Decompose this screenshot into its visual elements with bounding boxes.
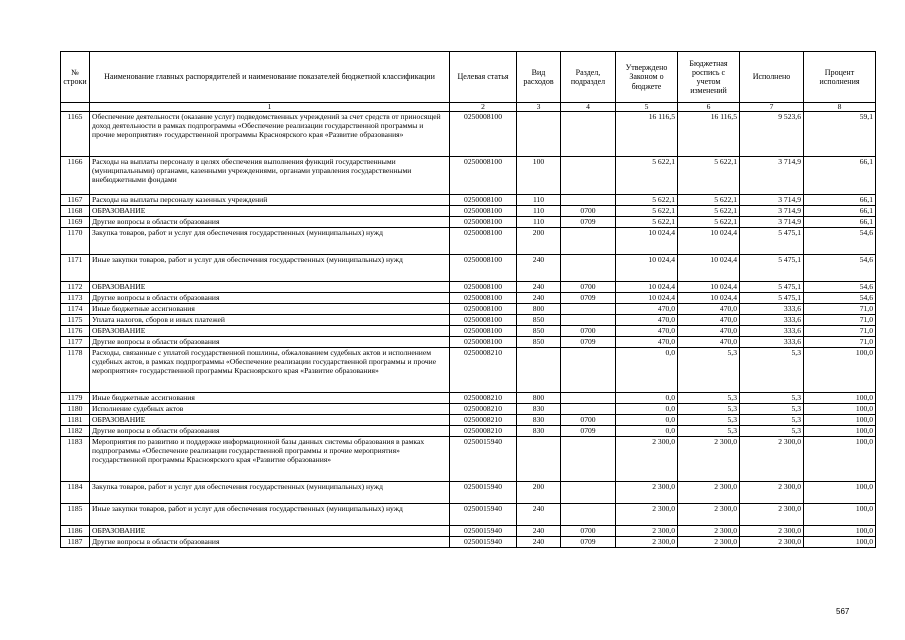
table-row (61, 337, 876, 348)
row-approved: 470,0 (616, 304, 678, 315)
row-schedule: 5,3 (678, 348, 740, 393)
row-name: Исполнение судебных актов (90, 404, 450, 415)
row-target: 0250008100 (450, 195, 517, 206)
row-executed: 5,3 (740, 404, 804, 415)
row-number: 1176 (61, 326, 90, 337)
row-name: Обеспечение деятельности (оказание услуг) подведомственных учреждений за счет средств от приносящей доход деятельности в рамках подпрограммы «Обеспечение реализации государственной программы и прочие мероприятия» государственной программы Красноярского края «Развитие образования» (90, 112, 450, 157)
row-percent: 66,1 (804, 195, 876, 206)
row-schedule: 2 300,0 (678, 504, 740, 526)
row-name: Другие вопросы в области образования (90, 217, 450, 228)
row-target: 0250015940 (450, 437, 517, 482)
column-number: 1 (90, 103, 450, 112)
table-row (61, 293, 876, 304)
row-name: Другие вопросы в области образования (90, 426, 450, 437)
row-target: 0250008100 (450, 315, 517, 326)
row-executed: 5,3 (740, 415, 804, 426)
row-section: 0709 (561, 217, 616, 228)
row-name: ОБРАЗОВАНИЕ (90, 526, 450, 537)
table-row (61, 348, 876, 393)
row-section (561, 112, 616, 157)
row-number: 1187 (61, 537, 90, 548)
row-number: 1172 (61, 282, 90, 293)
row-type: 110 (517, 217, 561, 228)
row-number: 1179 (61, 393, 90, 404)
row-executed: 333,6 (740, 304, 804, 315)
row-type: 830 (517, 426, 561, 437)
row-schedule: 470,0 (678, 337, 740, 348)
row-name: Закупка товаров, работ и услуг для обеспечения государственных (муниципальных) нужд (90, 482, 450, 504)
row-number: 1175 (61, 315, 90, 326)
row-percent: 66,1 (804, 157, 876, 195)
page-number: 567 (836, 607, 850, 616)
row-percent: 71,0 (804, 304, 876, 315)
row-approved: 5 622,1 (616, 195, 678, 206)
row-approved: 0,0 (616, 393, 678, 404)
column-number: 7 (740, 103, 804, 112)
header-type: Вид расходов (517, 52, 561, 103)
row-target: 0250008100 (450, 293, 517, 304)
row-section (561, 504, 616, 526)
row-number: 1178 (61, 348, 90, 393)
row-target: 0250015940 (450, 482, 517, 504)
row-executed: 2 300,0 (740, 537, 804, 548)
row-approved: 2 300,0 (616, 482, 678, 504)
row-approved: 10 024,4 (616, 293, 678, 304)
row-executed: 3 714,9 (740, 217, 804, 228)
row-schedule: 5 622,1 (678, 217, 740, 228)
table-row (61, 504, 876, 526)
row-number: 1186 (61, 526, 90, 537)
row-target: 0250008210 (450, 426, 517, 437)
row-section: 0709 (561, 293, 616, 304)
row-approved: 0,0 (616, 426, 678, 437)
row-section: 0700 (561, 206, 616, 217)
row-percent: 100,0 (804, 437, 876, 482)
row-percent: 100,0 (804, 482, 876, 504)
row-number: 1184 (61, 482, 90, 504)
row-approved: 2 300,0 (616, 504, 678, 526)
row-name: Другие вопросы в области образования (90, 537, 450, 548)
row-executed: 5,3 (740, 426, 804, 437)
table-row (61, 537, 876, 548)
row-approved: 10 024,4 (616, 255, 678, 282)
row-type: 850 (517, 337, 561, 348)
row-section (561, 228, 616, 255)
row-type: 240 (517, 255, 561, 282)
row-executed: 2 300,0 (740, 437, 804, 482)
row-type: 110 (517, 206, 561, 217)
row-schedule: 2 300,0 (678, 526, 740, 537)
row-section: 0700 (561, 415, 616, 426)
row-section (561, 255, 616, 282)
row-type: 100 (517, 157, 561, 195)
row-schedule: 470,0 (678, 326, 740, 337)
row-type: 240 (517, 526, 561, 537)
row-number: 1169 (61, 217, 90, 228)
row-type: 110 (517, 195, 561, 206)
row-schedule: 5,3 (678, 404, 740, 415)
row-schedule: 10 024,4 (678, 228, 740, 255)
column-number: 8 (804, 103, 876, 112)
row-name: Иные бюджетные ассигнования (90, 304, 450, 315)
row-number: 1181 (61, 415, 90, 426)
row-executed: 3 714,9 (740, 157, 804, 195)
row-name: Другие вопросы в области образования (90, 293, 450, 304)
table-body (61, 103, 876, 548)
row-percent: 71,0 (804, 315, 876, 326)
table-row (61, 282, 876, 293)
row-percent: 54,6 (804, 293, 876, 304)
header-name: Наименование главных распорядителей и наименование показателей бюджетной классификации (90, 52, 450, 103)
row-target: 0250008210 (450, 404, 517, 415)
row-name: Иные закупки товаров, работ и услуг для обеспечения государственных (муниципальных) нужд (90, 504, 450, 526)
row-type (517, 112, 561, 157)
row-section (561, 315, 616, 326)
row-number: 1167 (61, 195, 90, 206)
header-percent: Процент исполнения (804, 52, 876, 103)
row-approved: 0,0 (616, 348, 678, 393)
row-number: 1177 (61, 337, 90, 348)
row-percent: 100,0 (804, 537, 876, 548)
column-number: 4 (561, 103, 616, 112)
row-section: 0700 (561, 282, 616, 293)
row-approved: 10 024,4 (616, 228, 678, 255)
row-executed: 5 475,1 (740, 228, 804, 255)
column-number: 6 (678, 103, 740, 112)
row-number: 1182 (61, 426, 90, 437)
row-name: Расходы на выплаты персоналу в целях обеспечения выполнения функций государственными (муниципальными) органами, казенными учреждениями, органами управления государственными внебюджетными фондами (90, 157, 450, 195)
row-schedule: 2 300,0 (678, 437, 740, 482)
row-percent: 54,6 (804, 228, 876, 255)
row-executed: 5 475,1 (740, 293, 804, 304)
row-number: 1168 (61, 206, 90, 217)
row-schedule: 5,3 (678, 393, 740, 404)
row-schedule: 10 024,4 (678, 282, 740, 293)
row-schedule: 2 300,0 (678, 482, 740, 504)
row-executed: 3 714,9 (740, 195, 804, 206)
row-section: 0709 (561, 426, 616, 437)
row-number: 1165 (61, 112, 90, 157)
row-target: 0250008100 (450, 206, 517, 217)
row-executed: 333,6 (740, 326, 804, 337)
row-section (561, 195, 616, 206)
row-section (561, 393, 616, 404)
row-number: 1180 (61, 404, 90, 415)
row-executed: 5 475,1 (740, 255, 804, 282)
row-percent: 100,0 (804, 426, 876, 437)
table-row (61, 255, 876, 282)
table-row (61, 426, 876, 437)
row-approved: 470,0 (616, 337, 678, 348)
row-type: 830 (517, 404, 561, 415)
row-target: 0250015940 (450, 526, 517, 537)
row-executed: 5,3 (740, 393, 804, 404)
row-executed: 2 300,0 (740, 526, 804, 537)
row-section (561, 304, 616, 315)
row-name: Расходы, связанные с уплатой государственной пошлины, обжалованием судебных актов и исполнением судебных актов, в рамках подпрограммы «Обеспечение реализации государственной программы и прочие мероприятия» государственной программы Красноярского края «Развитие образования» (90, 348, 450, 393)
row-approved: 10 024,4 (616, 282, 678, 293)
row-section (561, 157, 616, 195)
row-percent: 100,0 (804, 404, 876, 415)
row-approved: 2 300,0 (616, 437, 678, 482)
row-schedule: 2 300,0 (678, 537, 740, 548)
row-schedule: 5,3 (678, 426, 740, 437)
table-row (61, 315, 876, 326)
row-approved: 5 622,1 (616, 217, 678, 228)
row-number: 1185 (61, 504, 90, 526)
row-percent: 54,6 (804, 282, 876, 293)
row-type (517, 348, 561, 393)
row-approved: 0,0 (616, 415, 678, 426)
row-schedule: 470,0 (678, 315, 740, 326)
row-type: 800 (517, 304, 561, 315)
row-type: 240 (517, 282, 561, 293)
row-executed: 2 300,0 (740, 504, 804, 526)
row-schedule: 5 622,1 (678, 157, 740, 195)
table-row (61, 415, 876, 426)
row-target: 0250008100 (450, 326, 517, 337)
table-row (61, 217, 876, 228)
row-type: 240 (517, 504, 561, 526)
table-row (61, 526, 876, 537)
row-name: ОБРАЗОВАНИЕ (90, 326, 450, 337)
column-number: 3 (517, 103, 561, 112)
row-type (517, 437, 561, 482)
row-executed: 3 714,9 (740, 206, 804, 217)
row-target: 0250008100 (450, 282, 517, 293)
row-schedule: 5 622,1 (678, 195, 740, 206)
row-approved: 5 622,1 (616, 206, 678, 217)
row-section (561, 437, 616, 482)
row-percent: 100,0 (804, 415, 876, 426)
row-percent: 100,0 (804, 393, 876, 404)
row-approved: 470,0 (616, 315, 678, 326)
row-percent: 71,0 (804, 326, 876, 337)
row-percent: 54,6 (804, 255, 876, 282)
table-row (61, 206, 876, 217)
table-row (61, 304, 876, 315)
header-approved: Утверждено Законом о бюджете (616, 52, 678, 103)
row-target: 0250008100 (450, 217, 517, 228)
row-target: 0250008210 (450, 348, 517, 393)
row-name: ОБРАЗОВАНИЕ (90, 206, 450, 217)
row-percent: 100,0 (804, 504, 876, 526)
row-percent: 59,1 (804, 112, 876, 157)
row-number: 1171 (61, 255, 90, 282)
row-name: Закупка товаров, работ и услуг для обеспечения государственных (муниципальных) нужд (90, 228, 450, 255)
row-section: 0700 (561, 326, 616, 337)
row-target: 0250015940 (450, 504, 517, 526)
row-approved: 470,0 (616, 326, 678, 337)
header-executed: Исполнено (740, 52, 804, 103)
header-target: Целевая статья (450, 52, 517, 103)
row-schedule: 10 024,4 (678, 255, 740, 282)
header-row-no: № строки (61, 52, 90, 103)
row-section: 0700 (561, 526, 616, 537)
table-row (61, 228, 876, 255)
row-number: 1166 (61, 157, 90, 195)
table-row (61, 157, 876, 195)
row-section: 0709 (561, 537, 616, 548)
row-type: 850 (517, 315, 561, 326)
row-number: 1174 (61, 304, 90, 315)
row-type: 200 (517, 228, 561, 255)
table-row (61, 393, 876, 404)
column-number: 5 (616, 103, 678, 112)
row-approved: 2 300,0 (616, 526, 678, 537)
row-name: Мероприятия по развитию и поддержке информационной базы данных системы образования в рамках подпрограммы «Обеспечение реализации государственной программы и прочие мероприятия» государственной программы Красноярского края «Развитие образования» (90, 437, 450, 482)
row-name: Иные бюджетные ассигнования (90, 393, 450, 404)
row-schedule: 10 024,4 (678, 293, 740, 304)
row-name: Иные закупки товаров, работ и услуг для обеспечения государственных (муниципальных) нужд (90, 255, 450, 282)
row-percent: 71,0 (804, 337, 876, 348)
row-target: 0250008100 (450, 157, 517, 195)
row-executed: 5,3 (740, 348, 804, 393)
header-section: Раздел, подраздел (561, 52, 616, 103)
row-target: 0250008100 (450, 112, 517, 157)
row-approved: 5 622,1 (616, 157, 678, 195)
row-number: 1173 (61, 293, 90, 304)
row-executed: 2 300,0 (740, 482, 804, 504)
row-schedule: 16 116,5 (678, 112, 740, 157)
row-executed: 333,6 (740, 337, 804, 348)
row-name: ОБРАЗОВАНИЕ (90, 415, 450, 426)
row-target: 0250008100 (450, 255, 517, 282)
row-target: 0250008210 (450, 393, 517, 404)
row-approved: 0,0 (616, 404, 678, 415)
row-number: 1183 (61, 437, 90, 482)
header-schedule: Бюджетная роспись с учетом изменений (678, 52, 740, 103)
row-type: 800 (517, 393, 561, 404)
row-target: 0250008100 (450, 337, 517, 348)
row-target: 0250008210 (450, 415, 517, 426)
column-number: 2 (450, 103, 517, 112)
table-row (61, 404, 876, 415)
row-executed: 9 523,6 (740, 112, 804, 157)
table-row (61, 482, 876, 504)
row-percent: 66,1 (804, 206, 876, 217)
table-row (61, 112, 876, 157)
table-row (61, 326, 876, 337)
row-type: 240 (517, 537, 561, 548)
row-schedule: 470,0 (678, 304, 740, 315)
row-name: Уплата налогов, сборов и иных платежей (90, 315, 450, 326)
row-type: 200 (517, 482, 561, 504)
row-section (561, 404, 616, 415)
row-percent: 100,0 (804, 526, 876, 537)
row-target: 0250015940 (450, 537, 517, 548)
row-type: 830 (517, 415, 561, 426)
row-target: 0250008100 (450, 304, 517, 315)
header-row (61, 52, 876, 103)
row-target: 0250008100 (450, 228, 517, 255)
table-row (61, 437, 876, 482)
row-name: Другие вопросы в области образования (90, 337, 450, 348)
budget-table (60, 51, 876, 548)
row-number: 1170 (61, 228, 90, 255)
row-section (561, 348, 616, 393)
row-percent: 66,1 (804, 217, 876, 228)
row-approved: 16 116,5 (616, 112, 678, 157)
column-number-row (61, 103, 876, 112)
row-percent: 100,0 (804, 348, 876, 393)
row-type: 850 (517, 326, 561, 337)
row-name: Расходы на выплаты персоналу казенных учреждений (90, 195, 450, 206)
row-schedule: 5 622,1 (678, 206, 740, 217)
row-section: 0709 (561, 337, 616, 348)
row-executed: 333,6 (740, 315, 804, 326)
row-approved: 2 300,0 (616, 537, 678, 548)
table-row (61, 195, 876, 206)
row-type: 240 (517, 293, 561, 304)
row-executed: 5 475,1 (740, 282, 804, 293)
row-schedule: 5,3 (678, 415, 740, 426)
row-name: ОБРАЗОВАНИЕ (90, 282, 450, 293)
column-number (61, 103, 90, 112)
row-section (561, 482, 616, 504)
